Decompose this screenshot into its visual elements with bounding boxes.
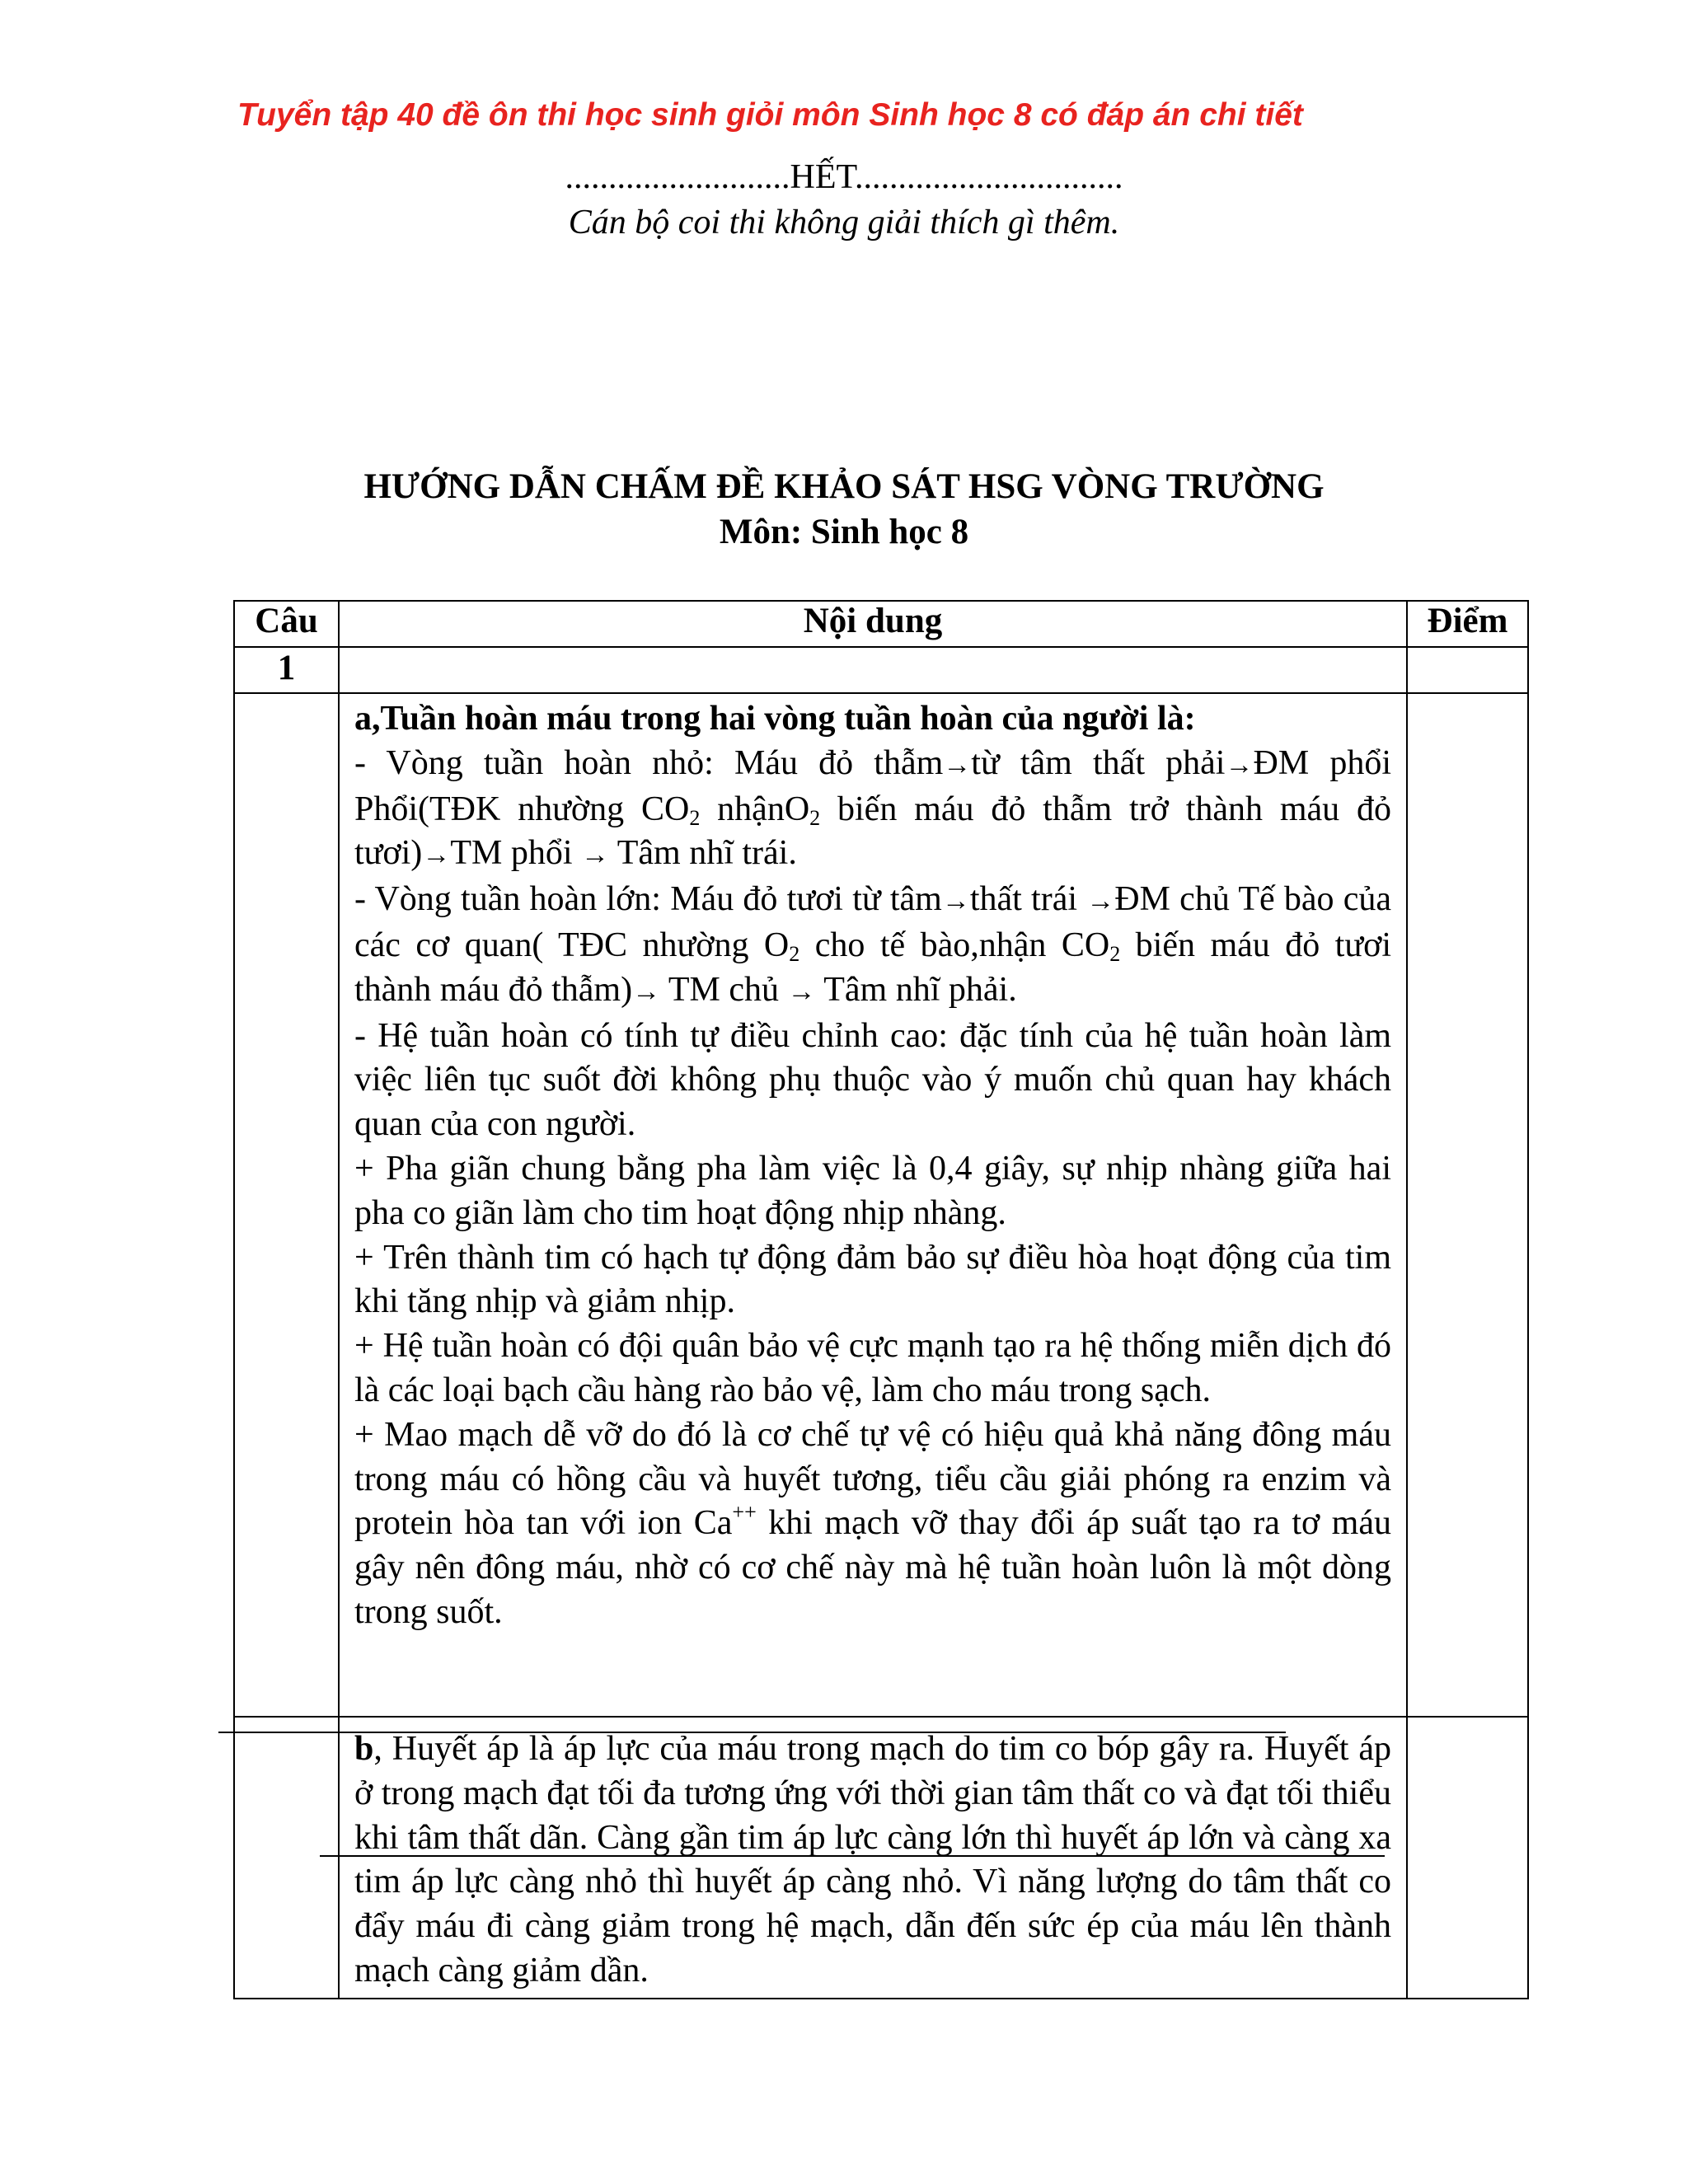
grading-table xyxy=(233,600,1529,1999)
text-span: TM chủ xyxy=(668,970,779,1009)
text-span: Phổi(TĐK nhường CO xyxy=(354,790,690,828)
text-span: Tâm nhĩ phải. xyxy=(823,970,1017,1009)
table-row xyxy=(234,693,1528,1717)
text-span: Tế bào của các cơ quan( TĐC nhường O xyxy=(354,880,1391,964)
text-span: ĐM chủ xyxy=(1114,880,1230,919)
text-span: nhậnO xyxy=(700,790,810,828)
table-row xyxy=(234,1717,1528,1999)
text-span: thất trái xyxy=(969,880,1078,919)
small-circulation xyxy=(354,742,1391,878)
table-header-row xyxy=(234,601,1528,647)
answer-part-b xyxy=(339,1717,1407,1999)
text-span: cho tế bào,nhận CO xyxy=(799,926,1110,964)
subscript: 2 xyxy=(1109,941,1121,966)
text-span: + Mao mạch dễ vỡ do đó là cơ chế tự vệ có hiệu quả khả năng đông máu trong máu có hồng cầu và huyết tương, tiểu cầu giải phóng ra enzim và protein hòa tan với ion Ca xyxy=(354,1415,1391,1543)
point-3: + Hệ tuần hoàn có đội quân bảo vệ cực mạnh tạo ra hệ thống miễn dịch đó là các loại bạch cầu hàng rào bảo vệ, làm cho máu trong sạch. xyxy=(354,1327,1391,1409)
empty-cell xyxy=(1407,1717,1528,1999)
proctor-note: Cán bộ coi thi không giải thích gì thêm. xyxy=(568,204,1120,241)
header-question: Câu xyxy=(234,601,339,647)
point-1: + Pha giãn chung bằng pha làm việc là 0,4 giây, sự nhịp nhàng giữa hai pha co giãn làm cho tim hoạt động nhịp nhàng. xyxy=(354,1149,1391,1232)
point-4 xyxy=(354,1413,1391,1635)
table-row xyxy=(234,647,1528,693)
empty-cell xyxy=(1407,647,1528,693)
arrow-icon: → xyxy=(787,976,816,1007)
empty-cell xyxy=(1407,693,1528,1717)
subscript: 2 xyxy=(789,941,800,966)
subscript: 2 xyxy=(809,805,821,830)
document-title: HƯỚNG DẪN CHẤM ĐỀ KHẢO SÁT HSG VÒNG TRƯỜNG xyxy=(363,467,1325,506)
part-a-heading: a,Tuần hoàn máu trong hai vòng tuần hoàn của người là: xyxy=(354,700,1196,738)
text-span: - Vòng tuần hoàn lớn: Máu đỏ tươi từ tâm xyxy=(354,880,942,919)
document-subtitle: Môn: Sinh học 8 xyxy=(719,513,969,551)
text-span: , Huyết áp là áp lực của máu trong mạch do tim co bóp gây ra. Huyết áp ở trong mạch đạt tối đa tương ứng với thời gian tâm thất co và đạt tối thiểu khi tâm thất dãn. Càng gần tim áp lực càng lớn thì huyết áp lớn và càng xa tim áp lực càng nhỏ thì huyết áp càng nhỏ. Vì năng lượng do tâm thất co đẩy máu đi càng giảm trong hệ mạch, dẫn đến sức ép của máu lên thành mạch càng giảm dần. xyxy=(354,1730,1391,1990)
header-content: Nội dung xyxy=(339,601,1407,647)
large-circulation xyxy=(354,878,1391,1014)
arrow-icon: → xyxy=(632,976,661,1007)
arrow-icon: → xyxy=(943,749,972,780)
text-span: ĐM phổi xyxy=(1253,743,1391,782)
text-span: biến máu đỏ tươi thành máu đỏ thẫm) xyxy=(354,926,1391,1009)
answer-part-a xyxy=(339,693,1407,1717)
self-regulation-text: - Hệ tuần hoàn có tính tự điều chỉnh cao: đặc tính của hệ tuần hoàn làm việc liên tục suốt đời không phụ thuộc vào ý muốn chủ quan hay khách quan của con người. xyxy=(354,1016,1391,1144)
header-score: Điểm xyxy=(1407,601,1528,647)
arrow-icon: → xyxy=(1225,749,1254,780)
arrow-icon: → xyxy=(1086,886,1115,917)
arrow-icon: → xyxy=(580,840,609,871)
part-b-text xyxy=(354,1727,1391,1994)
superscript: ++ xyxy=(732,1500,757,1525)
question-number: 1 xyxy=(234,647,339,693)
subscript: 2 xyxy=(689,805,701,830)
end-marker: ..........................HẾT............................... xyxy=(565,158,1123,196)
part-b-label: b xyxy=(354,1730,374,1768)
text-span: - Vòng tuần hoàn nhỏ: Máu đỏ thẫm xyxy=(354,743,944,782)
empty-cell xyxy=(339,647,1407,693)
point-2: + Trên thành tim có hạch tự động đảm bảo sự điều hòa hoạt động của tim khi tăng nhịp và giảm nhịp. xyxy=(354,1238,1391,1321)
arrow-icon: → xyxy=(941,886,970,917)
text-span: TM phổi xyxy=(450,834,573,873)
text-span: Tâm nhĩ trái. xyxy=(617,834,797,873)
watermark-banner: Tuyển tập 40 đề ôn thi học sinh giỏi môn Sinh học 8 có đáp án chi tiết xyxy=(237,97,1303,133)
empty-cell xyxy=(234,693,339,1717)
arrow-icon: → xyxy=(422,840,451,871)
stray-line xyxy=(218,1732,1286,1733)
stray-line xyxy=(320,1855,1385,1857)
text-span: khi mạch vỡ thay đổi áp suất tạo ra tơ máu gây nên đông máu, nhờ có cơ chế này mà hệ tuần hoàn luôn là một dòng trong suốt. xyxy=(354,1504,1391,1631)
text-span: từ tâm thất phải xyxy=(971,743,1226,782)
empty-cell xyxy=(234,1717,339,1999)
text-span: biến máu đỏ thẫm trở thành máu đỏ tươi) xyxy=(354,790,1391,873)
